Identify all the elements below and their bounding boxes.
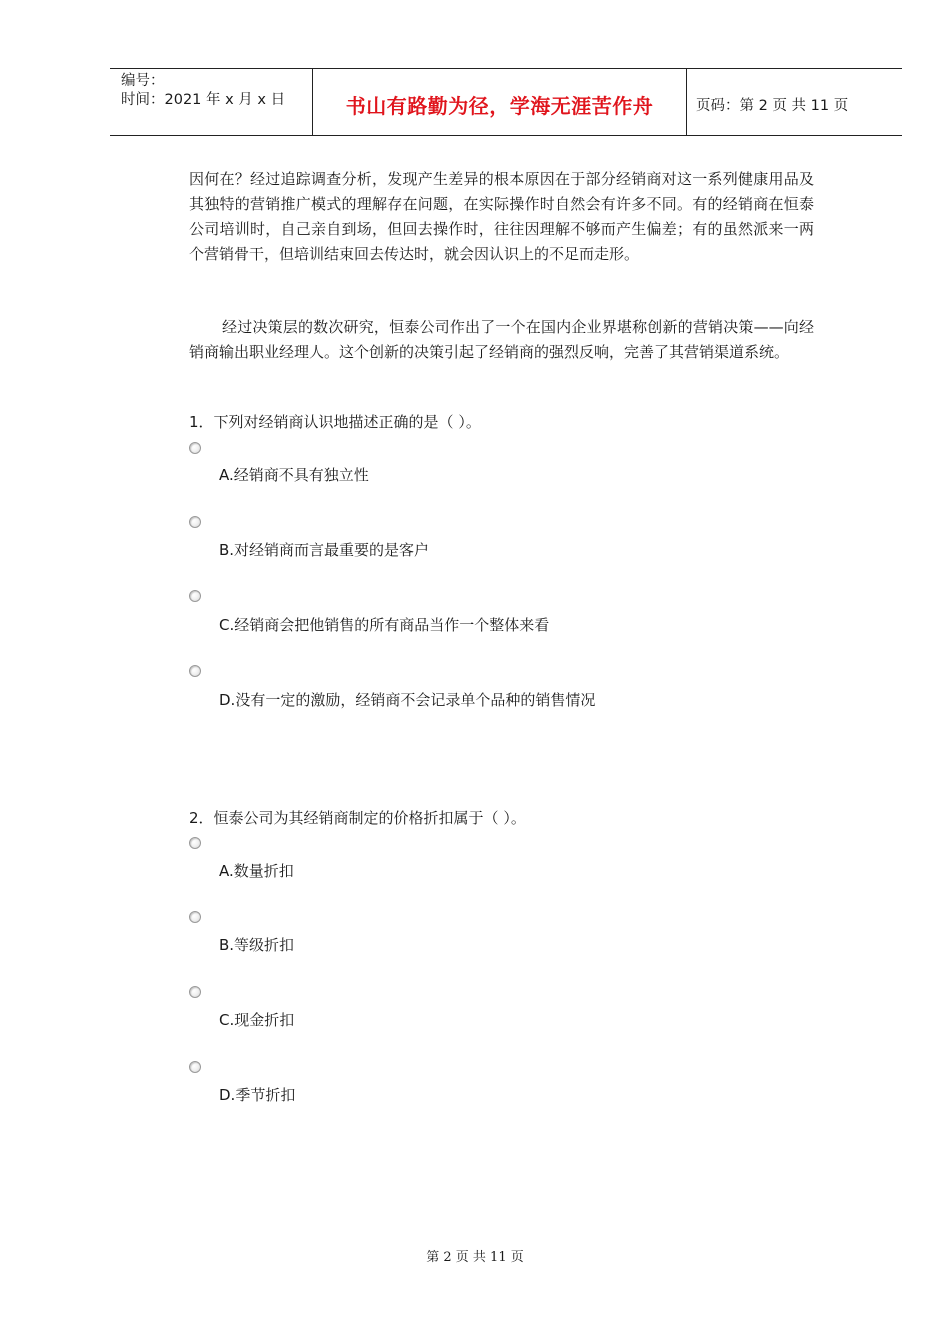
question-2-option-b-label: B.等级折扣 bbox=[219, 936, 295, 954]
body-paragraph-1: 因何在？经过追踪调查分析，发现产生差异的根本原因在于部分经销商对这一系列健康用品及其独特的营销推广模式的理解存在问题，在实际操作时自然会有许多不同。有的经销商在恒泰公司培训时，自己亲自到场，但回去操作时，往往因理解不够而产生偏差；有的虽然派来一两个营销骨干，但培训结束回去传达时，就会因认识上的不足而走形。 bbox=[189, 170, 814, 263]
question-1-text: 1．下列对经销商认识地描述正确的是（ ）。 bbox=[189, 413, 481, 431]
header-meta bbox=[110, 69, 313, 135]
number-label: 编号： bbox=[121, 73, 165, 89]
header-motto-cell bbox=[313, 69, 687, 135]
question-1-option-c-radio[interactable] bbox=[189, 590, 201, 602]
question-1-option-b-label: B.对经销商而言最重要的是客户 bbox=[219, 541, 430, 559]
question-2-text: 2．恒泰公司为其经销商制定的价格折扣属于（ ）。 bbox=[189, 809, 526, 827]
question-1-option-a-radio[interactable] bbox=[189, 442, 201, 454]
header-page-info: 页码：第 2 页 共 11 页 bbox=[696, 97, 849, 114]
body-paragraph-2: 经过决策层的数次研究，恒泰公司作出了一个在国内企业界堪称创新的营销决策——向经销商输出职业经理人。这个创新的决策引起了经销商的强烈反响，完善了其营销渠道系统。 bbox=[189, 318, 814, 361]
question-2-option-d-radio[interactable] bbox=[189, 1061, 201, 1073]
page-header bbox=[110, 68, 902, 136]
question-1-option-a-label: A.经销商不具有独立性 bbox=[219, 466, 369, 484]
question-1-option-c-label: C.经销商会把他销售的所有商品当作一个整体来看 bbox=[219, 616, 550, 634]
time-label: 时间：2021 年 x 月 x 日 bbox=[121, 92, 286, 108]
question-1-option-d-radio[interactable] bbox=[189, 665, 201, 677]
question-1-option-b-radio[interactable] bbox=[189, 516, 201, 528]
question-2-option-c-label: C.现金折扣 bbox=[219, 1011, 295, 1029]
question-2-option-a-label: A.数量折扣 bbox=[219, 862, 294, 880]
question-2-option-c-radio[interactable] bbox=[189, 986, 201, 998]
question-1-option-d-label: D.没有一定的激励，经销商不会记录单个品种的销售情况 bbox=[219, 691, 596, 709]
question-2-option-a-radio[interactable] bbox=[189, 837, 201, 849]
header-motto: 书山有路勤为径，学海无涯苦作舟 bbox=[345, 93, 654, 118]
question-2-option-b-radio[interactable] bbox=[189, 911, 201, 923]
page-footer: 第 2 页 共 11 页 bbox=[426, 1250, 524, 1265]
question-2-option-d-label: D.季节折扣 bbox=[219, 1086, 296, 1104]
